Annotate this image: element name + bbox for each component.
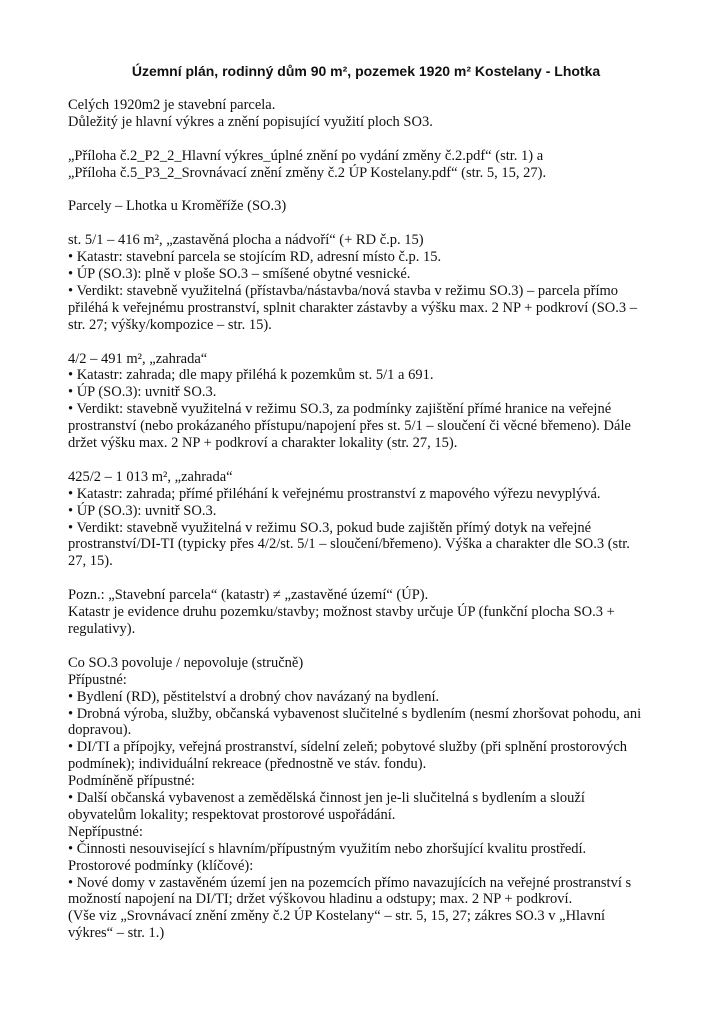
bullet-line: • Verdikt: stavebně využitelná (přístavba/nástavba/nová stavba v režimu SO.3) – parcela přímo <box>68 282 619 299</box>
text-line: prostranství (nebo prokázaného přístupu/napojení přes st. 5/1 – sloučení či věcné břemeno). Dále <box>68 418 631 435</box>
parcel-heading: 4/2 – 491 m², „zahrada“ <box>68 350 208 367</box>
so3-rules-block <box>68 655 664 942</box>
bullet-line: • Katastr: zahrada; přímé přiléhání k veřejnému prostranství z mapového výřezu nevyplývá. <box>68 485 601 502</box>
text-line: Parcely – Lhotka u Kroměříže (SO.3) <box>68 198 287 215</box>
text-line: str. 27; výšky/kompozice – str. 15). <box>68 316 272 333</box>
text-line: Katastr je evidence druhu pozemku/stavby; možnost stavby určuje ÚP (funkční plocha SO.3 + <box>68 604 615 621</box>
parcel-heading: st. 5/1 – 416 m², „zastavěná plocha a nádvoří“ (+ RD č.p. 15) <box>68 232 424 249</box>
bullet-line: • Drobná výroba, služby, občanská vybavenost slučitelné s bydlením (nesmí zhoršovat pohodu, ani <box>68 705 642 722</box>
document-title: Územní plán, rodinný dům 90 m², pozemek 1920 m² Kostelany - Lhotka <box>131 63 601 79</box>
subheading: Podmíněně přípustné: <box>68 773 195 790</box>
text-line: Důležitý je hlavní výkres a znění popisující využití ploch SO3. <box>68 113 433 130</box>
paragraph-attachments <box>68 148 664 182</box>
text-line: prostranství/DI-TI (typicky přes 4/2/st. 5/1 – sloučení/břemeno). Výška a charakter dle SO.3 (str. <box>68 536 630 553</box>
bullet-line: • ÚP (SO.3): plně v ploše SO.3 – smíšené obytné vesnické. <box>68 266 411 283</box>
paragraph-intro <box>68 97 664 131</box>
bullet-line: • DI/TI a přípojky, veřejná prostranství, sídelní zeleň; pobytové služby (při splnění prostorových <box>68 739 628 756</box>
text-line: 27, 15). <box>68 553 113 570</box>
bullet-line: • Další občanská vybavenost a zemědělská činnost jen je-li slučitelná s bydlením a slouží <box>68 790 585 807</box>
text-line: podmínek); individuální rekreace (přednostně ve stáv. fondu). <box>68 756 427 773</box>
text-line: Celých 1920m2 je stavební parcela. <box>68 97 276 113</box>
text-line: přiléhá k veřejnému prostranství, splnit charakter zástavby a výšku max. 2 NP + podkroví (SO.3 – <box>68 299 637 316</box>
bullet-line: • ÚP (SO.3): uvnitř SO.3. <box>68 384 217 401</box>
parcel-block-4-2 <box>68 351 664 452</box>
bullet-line: • ÚP (SO.3): uvnitř SO.3. <box>68 502 217 519</box>
bullet-line: • Činnosti nesouvisející s hlavním/přípustným využitím nebo zhoršující kvalitu prostředí. <box>68 840 587 857</box>
text-line: „Příloha č.5_P3_2_Srovnávací znění změny č.2 ÚP Kostelany.pdf“ (str. 5, 15, 27). <box>68 164 547 181</box>
text-line: (Vše viz „Srovnávací znění změny č.2 ÚP Kostelany“ – str. 5, 15, 27; zákres SO.3 v „Hlavní <box>68 908 606 925</box>
text-line: dopravou). <box>68 722 132 739</box>
note-block <box>68 587 664 638</box>
bullet-line: • Nové domy v zastavěném území jen na pozemcích přímo navazujících na veřejné prostranství s <box>68 874 632 891</box>
bullet-line: • Verdikt: stavebně využitelná v režimu SO.3, pokud bude zajištěn přímý dotyk na veřejné <box>68 519 592 536</box>
parcels-heading <box>68 198 664 215</box>
bullet-line: • Bydlení (RD), pěstitelství a drobný chov navázaný na bydlení. <box>68 688 440 705</box>
bullet-line: • Katastr: zahrada; dle mapy přiléhá k pozemkům st. 5/1 a 691. <box>68 367 434 384</box>
subheading: Přípustné: <box>68 671 127 688</box>
parcel-block-st-5-1 <box>68 232 664 333</box>
parcel-heading: 425/2 – 1 013 m², „zahrada“ <box>68 468 233 485</box>
text-line: držet výšku max. 2 NP + podkroví a charakter lokality (str. 27, 15). <box>68 435 458 452</box>
text-line: „Příloha č.2_P2_2_Hlavní výkres_úplné znění po vydání změny č.2.pdf“ (str. 1) a <box>68 147 544 164</box>
text-line: výkres“ – str. 1.) <box>68 925 165 942</box>
text-line: možností napojení na DI/TI; držet výškovou hladinu a odstupy; max. 2 NP + podkroví. <box>68 891 573 908</box>
parcel-block-425-2 <box>68 469 664 570</box>
subheading: Prostorové podmínky (klíčové): <box>68 857 254 874</box>
bullet-line: • Katastr: stavební parcela se stojícím RD, adresní místo č.p. 15. <box>68 249 442 266</box>
text-line: regulativy). <box>68 621 136 637</box>
subheading: Nepřípustné: <box>68 823 143 840</box>
text-line: obyvatelům lokality; respektovat prostorové uspořádání. <box>68 806 396 823</box>
section-heading: Co SO.3 povoluje / nepovoluje (stručně) <box>68 654 304 671</box>
text-line: Pozn.: „Stavební parcela“ (katastr) ≠ „zastavěné území“ (ÚP). <box>68 587 429 604</box>
bullet-line: • Verdikt: stavebně využitelná v režimu SO.3, za podmínky zajištění přímé hranice na veřejné <box>68 401 612 418</box>
